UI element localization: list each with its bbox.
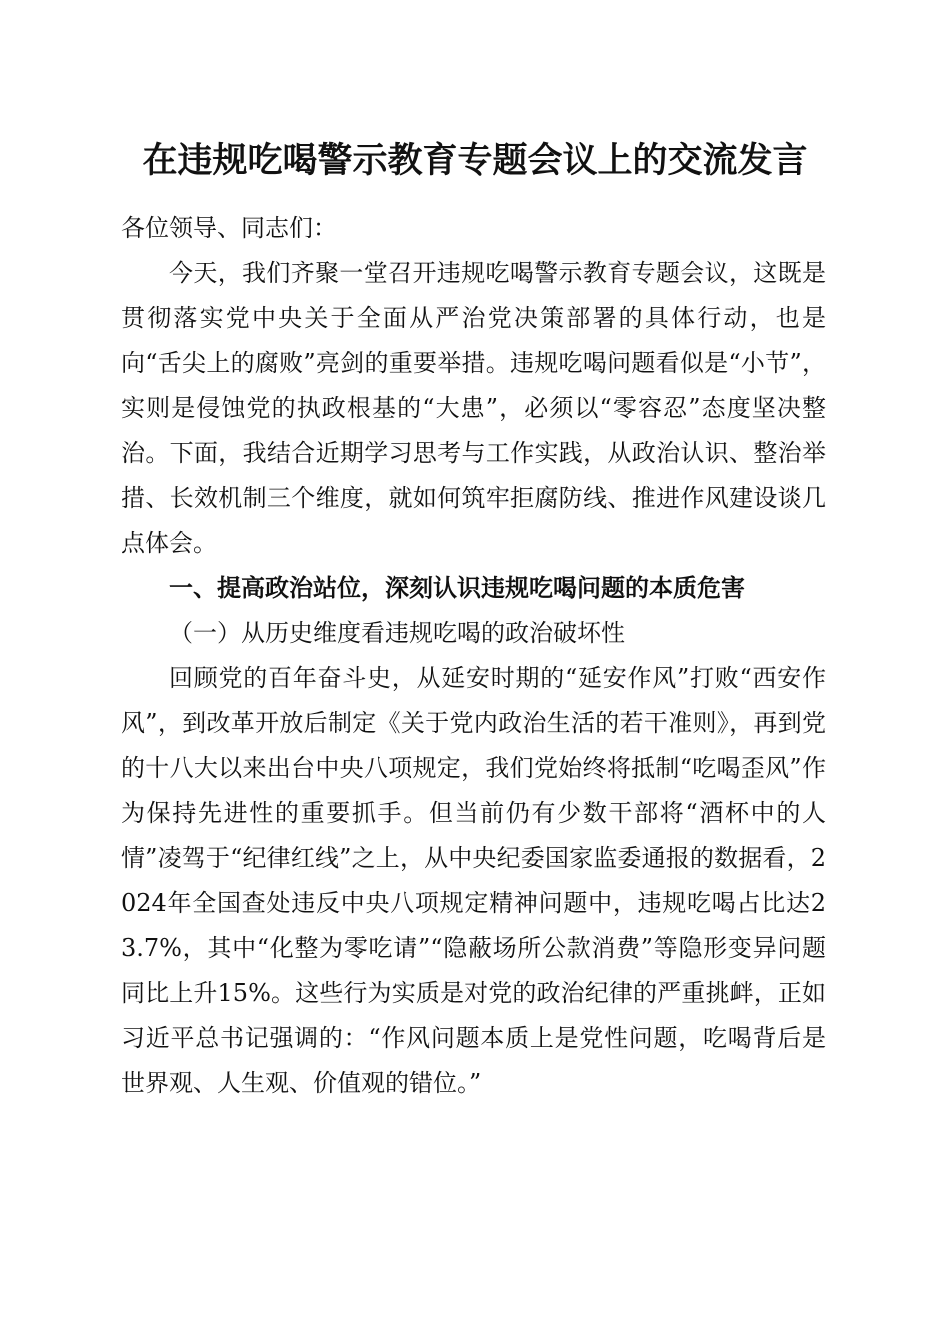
subsection-heading-1: （一）从历史维度看违规吃喝的政治破坏性 [169, 619, 625, 647]
subsection-paragraph-1: 回顾党的百年奋斗史，从延安时期的“延安作风”打败“西安作风”，到改革开放后制定《关于党内政治生活的若干准则》，再到党的十八大以来出台中央八项规定，我们党始终将抵制“吃喝歪风”作为保持先进性的重要抓手。但当前仍有少数干部将“酒杯中的人情”凌驾于“纪律红线”之上，从中央纪委国家监委通报的数据看，2024年全国查处违反中央八项规定精神问题中，违规吃喝占比达23.7%，其中“化整为零吃请”“隐蔽场所公款消费”等隐形变异问题同比上升15%。这些行为实质是对党的政治纪律的严重挑衅，正如习近平总书记强调的：“作风问题本质上是党性问题，吃喝背后是世界观、人生观、价值观的错位。” [121, 664, 826, 1097]
section-heading-1: 一、提高政治站位，深刻认识违规吃喝问题的本质危害 [169, 574, 745, 602]
document-title: 在违规吃喝警示教育专题会议上的交流发言 [142, 140, 808, 181]
salutation: 各位领导、同志们： [121, 214, 337, 242]
document-body [121, 206, 826, 1106]
intro-paragraph: 今天，我们齐聚一堂召开违规吃喝警示教育专题会议，这既是贯彻落实党中央关于全面从严治党决策部署的具体行动，也是向“舌尖上的腐败”亮剑的重要举措。违规吃喝问题看似是“小节”，实则是侵蚀党的执政根基的“大患”，必须以“零容忍”态度坚决整治。下面，我结合近期学习思考与工作实践，从政治认识、整治举措、长效机制三个维度，就如何筑牢拒腐防线、推进作风建设谈几点体会。 [121, 259, 826, 557]
